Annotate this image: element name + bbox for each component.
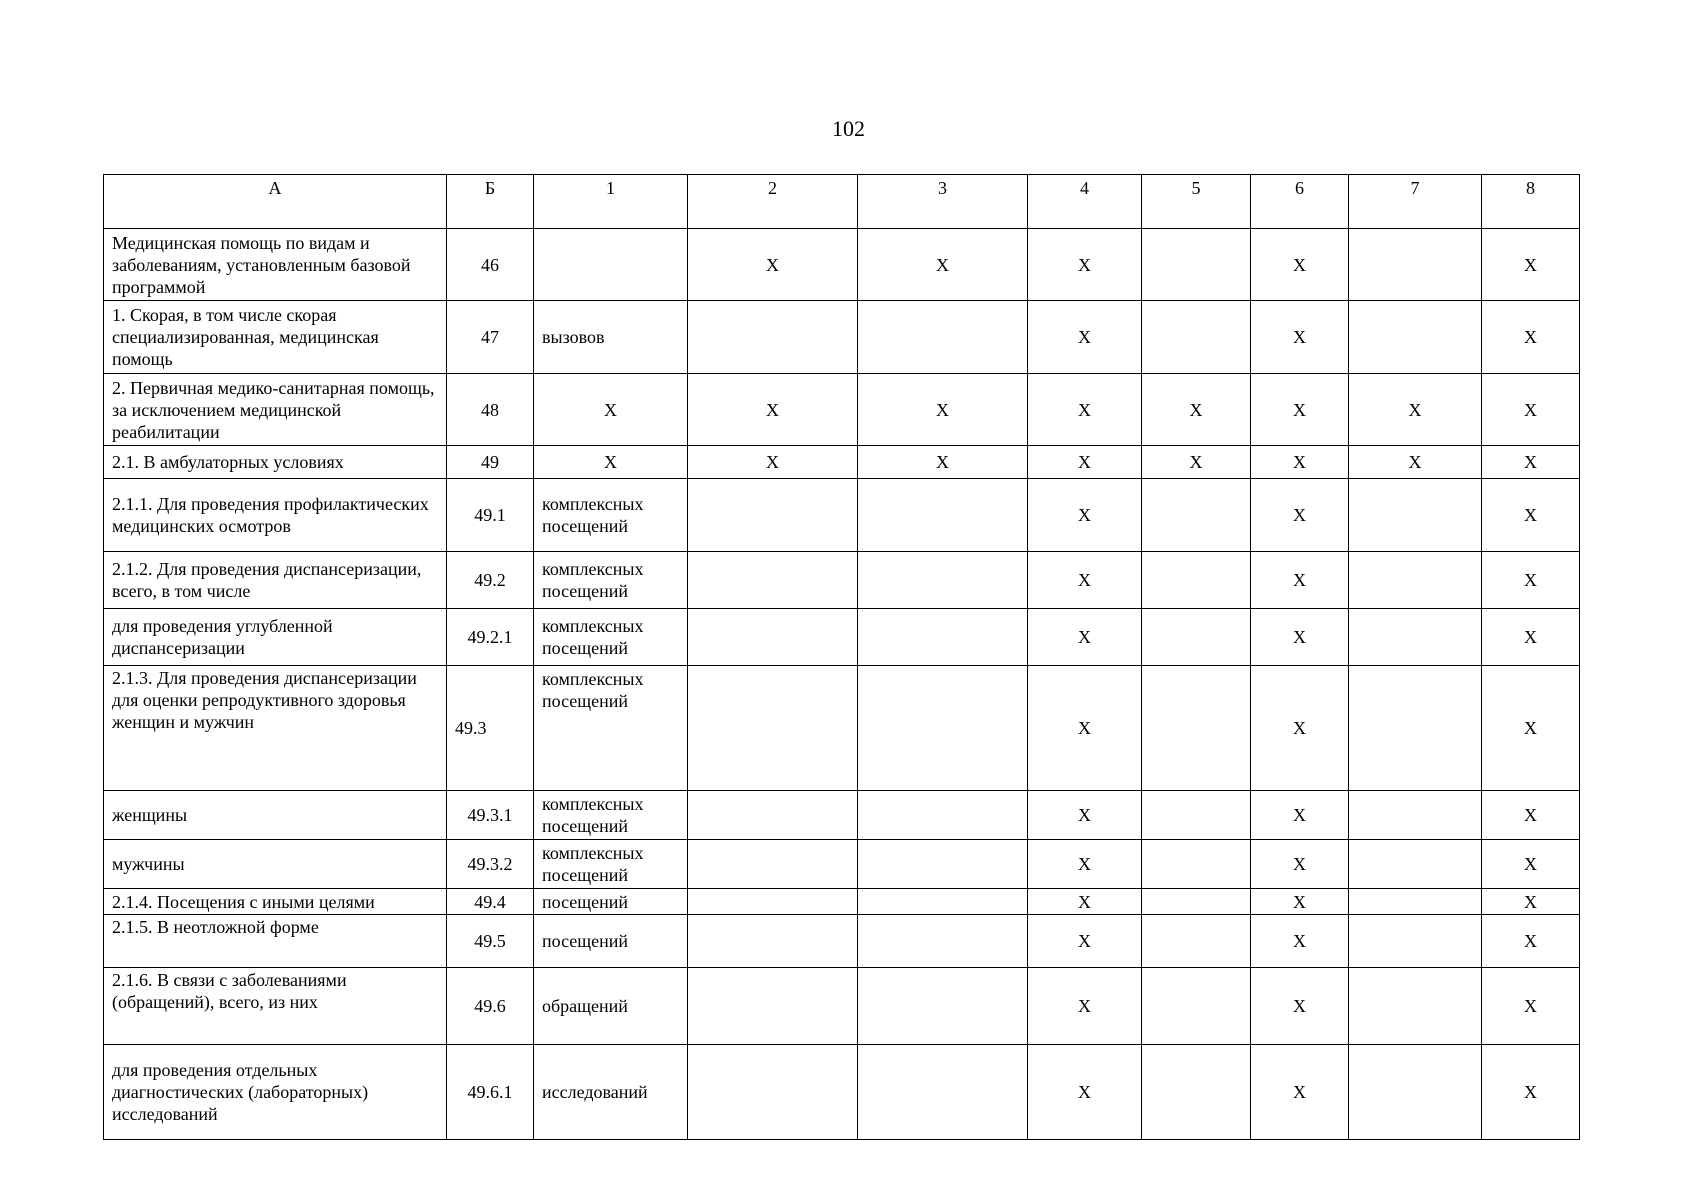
row-name: для проведения отдельных диагностических (лабораторных) исследований — [104, 1045, 447, 1140]
column-header: 3 — [858, 175, 1028, 229]
row-name: 2.1.2. Для проведения диспансеризации, всего, в том числе — [104, 552, 447, 609]
cell-col2 — [688, 840, 858, 889]
cell-col2 — [688, 791, 858, 840]
cell-col4: X — [1028, 301, 1142, 374]
row-code: 49.4 — [447, 889, 534, 915]
cell-col7 — [1349, 609, 1482, 666]
cell-col7: X — [1349, 446, 1482, 479]
row-unit: вызовов — [534, 301, 688, 374]
row-name: 2.1.3. Для проведения диспансеризации для оценки репродуктивного здоровья женщин и мужчин — [104, 666, 447, 791]
cell-col2 — [688, 915, 858, 968]
table-row — [104, 552, 1580, 609]
cell-col2 — [688, 968, 858, 1045]
cell-col6: X — [1251, 889, 1349, 915]
cell-col6: X — [1251, 229, 1349, 301]
cell-col6: X — [1251, 374, 1349, 446]
table-row — [104, 889, 1580, 915]
row-code: 49.3.2 — [447, 840, 534, 889]
column-header: 6 — [1251, 175, 1349, 229]
row-code: 49 — [447, 446, 534, 479]
row-code: 48 — [447, 374, 534, 446]
column-header: А — [104, 175, 447, 229]
cell-col6: X — [1251, 666, 1349, 791]
cell-col5 — [1142, 229, 1251, 301]
cell-col4: X — [1028, 968, 1142, 1045]
cell-col5 — [1142, 666, 1251, 791]
cell-col3 — [858, 552, 1028, 609]
cell-col8: X — [1482, 1045, 1580, 1140]
row-name: для проведения углубленной диспансеризации — [104, 609, 447, 666]
cell-col3: X — [858, 446, 1028, 479]
cell-col2: X — [688, 446, 858, 479]
cell-col7 — [1349, 915, 1482, 968]
cell-col8: X — [1482, 968, 1580, 1045]
column-header: 4 — [1028, 175, 1142, 229]
cell-col6: X — [1251, 968, 1349, 1045]
cell-col6: X — [1251, 840, 1349, 889]
cell-col6: X — [1251, 915, 1349, 968]
cell-col6: X — [1251, 301, 1349, 374]
cell-col8: X — [1482, 889, 1580, 915]
table-row — [104, 609, 1580, 666]
row-unit: исследований — [534, 1045, 688, 1140]
row-code: 49.3 — [447, 666, 534, 791]
cell-col8: X — [1482, 609, 1580, 666]
cell-col4: X — [1028, 840, 1142, 889]
cell-col6: X — [1251, 446, 1349, 479]
cell-col4: X — [1028, 791, 1142, 840]
column-header: 5 — [1142, 175, 1251, 229]
cell-col8: X — [1482, 552, 1580, 609]
cell-col3 — [858, 791, 1028, 840]
row-unit: комплексных посещений — [534, 479, 688, 552]
row-name: Медицинская помощь по видам и заболеваниям, установленным базовой программой — [104, 229, 447, 301]
cell-col3 — [858, 609, 1028, 666]
cell-col7 — [1349, 552, 1482, 609]
cell-col2 — [688, 1045, 858, 1140]
cell-col2 — [688, 301, 858, 374]
cell-col5 — [1142, 479, 1251, 552]
header-row — [104, 175, 1580, 229]
row-unit: X — [534, 446, 688, 479]
row-code: 49.6 — [447, 968, 534, 1045]
cell-col5 — [1142, 609, 1251, 666]
row-name: 2.1.5. В неотложной форме — [104, 915, 447, 968]
cell-col4: X — [1028, 1045, 1142, 1140]
row-name: 2.1.6. В связи с заболеваниями (обращений), всего, из них — [104, 968, 447, 1045]
cell-col3 — [858, 915, 1028, 968]
cell-col2: X — [688, 229, 858, 301]
row-code: 49.6.1 — [447, 1045, 534, 1140]
data-table — [103, 174, 1580, 1140]
cell-col2 — [688, 889, 858, 915]
cell-col2 — [688, 552, 858, 609]
cell-col5 — [1142, 1045, 1251, 1140]
column-header: 8 — [1482, 175, 1580, 229]
cell-col8: X — [1482, 229, 1580, 301]
cell-col4: X — [1028, 915, 1142, 968]
cell-col7 — [1349, 889, 1482, 915]
cell-col3 — [858, 666, 1028, 791]
cell-col5 — [1142, 889, 1251, 915]
cell-col5: X — [1142, 446, 1251, 479]
row-unit: посещений — [534, 889, 688, 915]
table-row — [104, 446, 1580, 479]
cell-col7 — [1349, 301, 1482, 374]
cell-col4: X — [1028, 446, 1142, 479]
cell-col4: X — [1028, 229, 1142, 301]
cell-col5 — [1142, 968, 1251, 1045]
row-unit — [534, 229, 688, 301]
cell-col8: X — [1482, 479, 1580, 552]
cell-col7 — [1349, 791, 1482, 840]
cell-col7: X — [1349, 374, 1482, 446]
table-row — [104, 479, 1580, 552]
table-row — [104, 791, 1580, 840]
cell-col3 — [858, 1045, 1028, 1140]
cell-col4: X — [1028, 479, 1142, 552]
page-number: 102 — [832, 116, 865, 141]
cell-col8: X — [1482, 666, 1580, 791]
row-code: 46 — [447, 229, 534, 301]
cell-col5: X — [1142, 374, 1251, 446]
cell-col6: X — [1251, 479, 1349, 552]
cell-col3 — [858, 968, 1028, 1045]
table-row — [104, 666, 1580, 791]
row-name: 2.1.4. Посещения с иными целями — [104, 889, 447, 915]
cell-col8: X — [1482, 301, 1580, 374]
cell-col8: X — [1482, 915, 1580, 968]
row-unit: комплексных посещений — [534, 791, 688, 840]
row-name: 1. Скорая, в том числе скорая специализированная, медицинская помощь — [104, 301, 447, 374]
row-name: мужчины — [104, 840, 447, 889]
cell-col6: X — [1251, 791, 1349, 840]
cell-col2 — [688, 666, 858, 791]
cell-col2 — [688, 479, 858, 552]
cell-col2: X — [688, 374, 858, 446]
row-code: 49.2.1 — [447, 609, 534, 666]
row-name: 2.1. В амбулаторных условиях — [104, 446, 447, 479]
row-name: 2.1.1. Для проведения профилактических медицинских осмотров — [104, 479, 447, 552]
row-name: женщины — [104, 791, 447, 840]
table-row — [104, 229, 1580, 301]
cell-col4: X — [1028, 374, 1142, 446]
column-header: Б — [447, 175, 534, 229]
cell-col5 — [1142, 552, 1251, 609]
row-unit: комплексных посещений — [534, 666, 688, 791]
cell-col3 — [858, 479, 1028, 552]
cell-col6: X — [1251, 552, 1349, 609]
cell-col7 — [1349, 968, 1482, 1045]
cell-col3 — [858, 840, 1028, 889]
column-header: 2 — [688, 175, 858, 229]
cell-col7 — [1349, 479, 1482, 552]
row-unit: X — [534, 374, 688, 446]
row-unit: посещений — [534, 915, 688, 968]
cell-col4: X — [1028, 609, 1142, 666]
cell-col4: X — [1028, 889, 1142, 915]
cell-col6: X — [1251, 1045, 1349, 1140]
row-code: 49.3.1 — [447, 791, 534, 840]
cell-col7 — [1349, 229, 1482, 301]
cell-col2 — [688, 609, 858, 666]
row-code: 49.2 — [447, 552, 534, 609]
cell-col6: X — [1251, 609, 1349, 666]
row-unit: обращений — [534, 968, 688, 1045]
row-unit: комплексных посещений — [534, 609, 688, 666]
column-header: 1 — [534, 175, 688, 229]
cell-col8: X — [1482, 791, 1580, 840]
cell-col5 — [1142, 915, 1251, 968]
table-row — [104, 1045, 1580, 1140]
cell-col7 — [1349, 840, 1482, 889]
cell-col7 — [1349, 666, 1482, 791]
cell-col4: X — [1028, 552, 1142, 609]
row-code: 49.1 — [447, 479, 534, 552]
cell-col5 — [1142, 301, 1251, 374]
cell-col3: X — [858, 229, 1028, 301]
table-row — [104, 915, 1580, 968]
cell-col4: X — [1028, 666, 1142, 791]
row-name: 2. Первичная медико-санитарная помощь, за исключением медицинской реабилитации — [104, 374, 447, 446]
row-unit: комплексных посещений — [534, 552, 688, 609]
cell-col5 — [1142, 840, 1251, 889]
cell-col8: X — [1482, 840, 1580, 889]
cell-col8: X — [1482, 446, 1580, 479]
cell-col7 — [1349, 1045, 1482, 1140]
table-row — [104, 840, 1580, 889]
cell-col3: X — [858, 374, 1028, 446]
cell-col8: X — [1482, 374, 1580, 446]
column-header: 7 — [1349, 175, 1482, 229]
row-unit: комплексных посещений — [534, 840, 688, 889]
table-row — [104, 301, 1580, 374]
table-row — [104, 968, 1580, 1045]
cell-col3 — [858, 301, 1028, 374]
cell-col3 — [858, 889, 1028, 915]
table-row — [104, 374, 1580, 446]
cell-col5 — [1142, 791, 1251, 840]
row-code: 49.5 — [447, 915, 534, 968]
row-code: 47 — [447, 301, 534, 374]
